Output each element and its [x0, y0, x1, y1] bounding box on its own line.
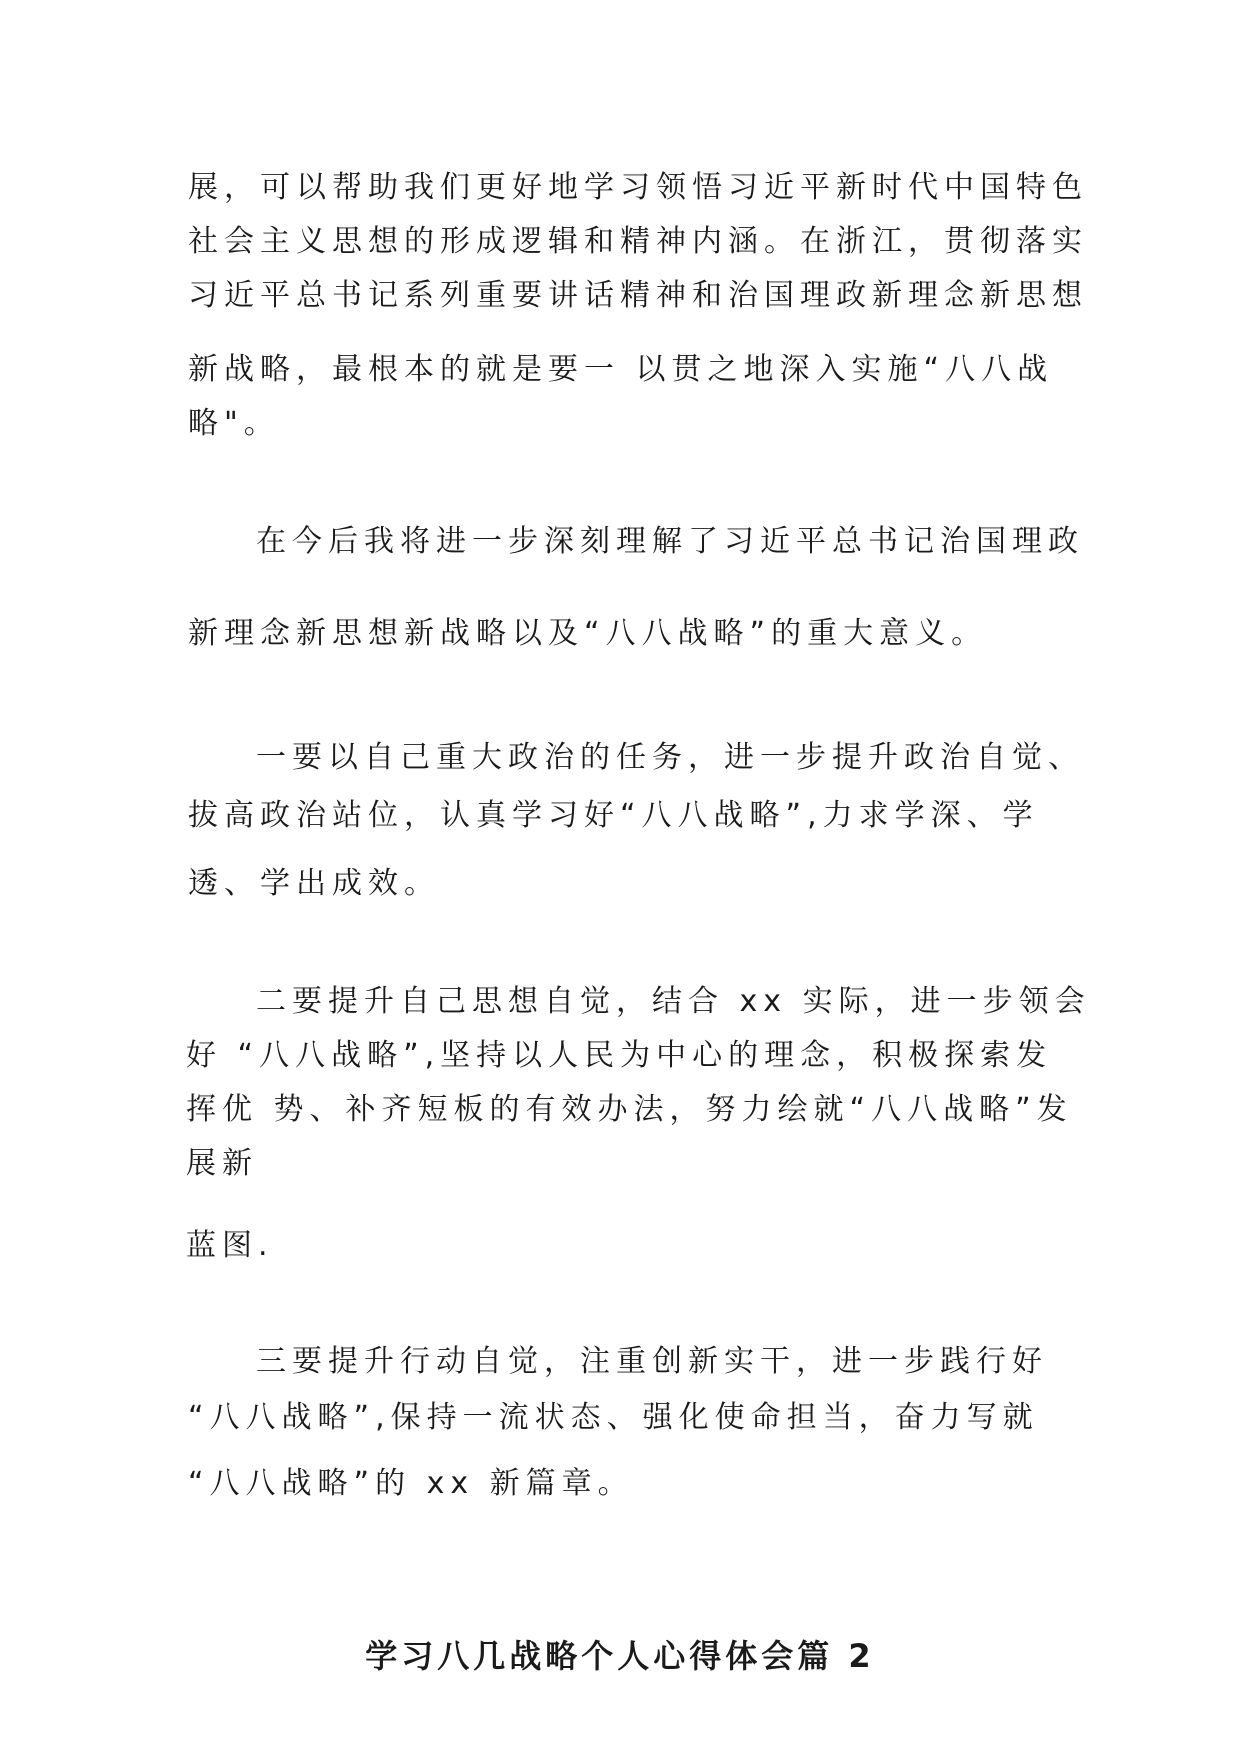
paragraph-1-line-1: 展，可以帮助我们更好地学习领悟习近平新时代中国特色	[188, 170, 1088, 205]
paragraph-5-line-2: “八八战略”,保持一流状态、强化使命担当，奋力写就	[188, 1400, 1039, 1435]
paragraph-4-line-5: 蓝图.	[186, 1228, 274, 1263]
paragraph-2-line-2: 新理念新思想新战略以及“八八战略”的重大意义。	[188, 616, 988, 651]
paragraph-5-line-3: “八八战略”的 xx 新篇章。	[188, 1466, 634, 1501]
paragraph-4-line-1: 二要提升自己思想自觉，结合 xx 实际，进一步领会	[256, 984, 1091, 1019]
paragraph-1-line-2: 社会主义思想的形成逻辑和精神内涵。在浙江，贯彻落实	[188, 224, 1088, 259]
paragraph-1-line-5: 略"。	[188, 406, 280, 441]
paragraph-3-line-2: 拔高政治站位，认真学习好“八八战略”,力求学深、学	[188, 798, 1039, 833]
section-heading: 学习八几战略个人心得体会篇 2	[365, 1637, 875, 1675]
paragraph-5-line-1: 三要提升行动自觉，注重创新实干，进一步践行好	[256, 1344, 1048, 1379]
paragraph-4-line-4: 展新	[186, 1146, 258, 1181]
paragraph-4-line-2: 好 “八八战略”,坚持以人民为中心的理念，积极探索发	[186, 1038, 1053, 1073]
paragraph-1-line-4: 新战略，最根本的就是要一 以贯之地深入实施“八八战	[188, 352, 1054, 387]
paragraph-4-line-3: 挥优 势、补齐短板的有效办法，努力绘就“八八战略”发	[186, 1092, 1073, 1127]
paragraph-2-line-1: 在今后我将进一步深刻理解了习近平总书记治国理政	[256, 524, 1084, 559]
paragraph-3-line-1: 一要以自己重大政治的任务，进一步提升政治自觉、	[256, 740, 1084, 775]
paragraph-1-line-3: 习近平总书记系列重要讲话精神和治国理政新理念新思想	[188, 278, 1088, 313]
paragraph-3-line-3: 透、学出成效。	[188, 866, 440, 901]
